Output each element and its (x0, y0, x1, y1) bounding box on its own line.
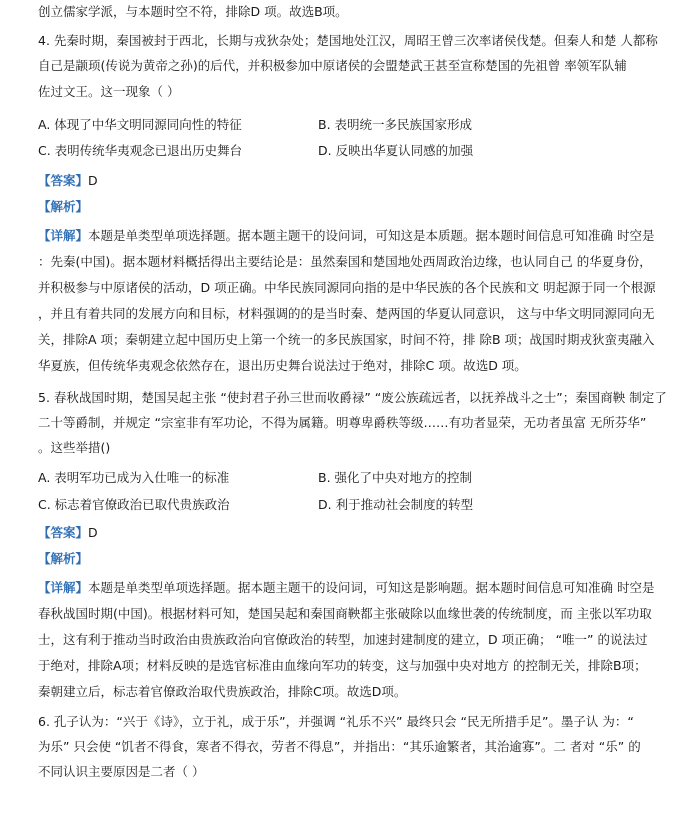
q4-stem-line-3: 佐过文王。这一现象（ ） (38, 84, 180, 99)
q4-option-b: B. 表明统一多民族国家形成 (318, 117, 473, 132)
q5-option-d: D. 利于推动社会制度的转型 (318, 497, 474, 512)
q4-option-d: D. 反映出华夏认同感的加强 (318, 143, 474, 158)
q4-detail-tag: 【详解】 (38, 228, 89, 243)
q4-answer-value: D (88, 173, 98, 188)
q4-stem-line-1: 4. 先秦时期，秦国被封于西北，长期与戎狄杂处；楚国地处江汉，周昭王曾三次率诸侯伐楚。但秦人和楚 人都称 (38, 33, 658, 48)
q4-option-a: A. 体现了中华文明同源同向性的特征 (38, 117, 242, 132)
q4-detail-line-3: 并积极参与中原诸侯的活动，D 项正确。中华民族同源同向指的是中华民族的各个民族和文 明起源于同一个根源 (38, 280, 656, 295)
q5-answer-value: D (88, 525, 98, 540)
q6-stem-line-2: 为乐” 只会使 “饥者不得食，寒者不得衣，劳者不得息”，并指出：“其乐逾繁者，其治逾寡”。二 者对 “乐” 的 (38, 739, 641, 754)
q4-option-c: C. 表明传统华夷观念已退出历史舞台 (38, 143, 243, 158)
q5-stem-line-3: 。这些举措() (38, 440, 111, 455)
q4-stem-line-2: 自己是颛顼(传说为黄帝之孙)的后代，并积极参加中原诸侯的会盟楚武王甚至宣称楚国的先祖曾 率领军队辅 (38, 58, 627, 73)
q5-detail-line-1: 【详解】本题是单类型单项选择题。据本题主题干的设问词，可知这是影响题。据本题时间信息可知准确 时空是 (38, 580, 655, 595)
q5-detail-line-5: 秦朝建立后，标志着官僚政治取代贵族政治，排除C项。故选D项。 (38, 684, 407, 699)
q5-option-c: C. 标志着官僚政治已取代贵族政治 (38, 497, 230, 512)
q5-answer-tag: 【答案】 (38, 525, 89, 540)
q5-detail-tag: 【详解】 (38, 580, 89, 595)
q4-analysis-tag: 【解析】 (38, 199, 89, 214)
q4-detail-line-4: ，并且有着共同的发展方向和目标，材料强调的的是当时秦、楚两国的华夏认同意识， 这与中华文明同源同向无 (38, 306, 655, 321)
intro-line: 创立儒家学派，与本题时空不符，排除D 项。故选B项。 (38, 4, 348, 19)
q5-detail-line-2: 春秋战国时期(中国)。根据材料可知，楚国吴起和秦国商鞅都主张破除以血缘世袭的传统制度，而 主张以军功取 (38, 606, 652, 621)
q5-stem-line-1: 5. 春秋战国时期，楚国吴起主张 “使封君子孙三世而收爵禄” “废公族疏远者，以抚养战斗之士”；秦国商鞅 制定了 (38, 390, 667, 405)
q5-detail-line-4: 于绝对，排除A项；材料反映的是选官标准由血缘向军功的转变，这与加强中央对地方 的控制无关，排除B项； (38, 658, 647, 673)
q6-stem-line-1: 6. 孔子认为：“兴于《诗》，立于礼，成于乐”，并强调 “礼乐不兴” 最终只会 “民无所措手足”。墨子认 为：“ (38, 714, 634, 729)
q4-detail-line-5: 关，排除A 项；秦朝建立起中国历史上第一个统一的多民族国家，时间不符，排 除B 项；战国时期戎狄蛮夷融入 (38, 332, 655, 347)
q5-option-a: A. 表明军功已成为入仕唯一的标准 (38, 470, 230, 485)
q5-analysis-tag: 【解析】 (38, 551, 89, 566)
q4-detail-line-1: 【详解】本题是单类型单项选择题。据本题主题干的设问词，可知这是本质题。据本题时间信息可知准确 时空是 (38, 228, 655, 243)
q6-stem-line-3: 不同认识主要原因是二者（ ） (38, 764, 205, 779)
q4-detail-line-6: 华夏族，但传统华夷观念依然存在，退出历史舞台说法过于绝对，排除C 项。故选D 项。 (38, 358, 527, 373)
q4-answer (38, 172, 98, 190)
q5-answer (38, 524, 98, 542)
q5-detail-line-3: 士，这有利于推动当时政治由贵族政治向官僚政治的转型，加速封建制度的建立，D 项正确； “唯一” 的说法过 (38, 632, 648, 647)
q4-answer-tag: 【答案】 (38, 173, 89, 188)
q5-option-b: B. 强化了中央对地方的控制 (318, 470, 473, 485)
q5-stem-line-2: 二十等爵制，并规定 “宗室非有军功论，不得为属籍。明尊卑爵秩等级……有功者显荣，无功者虽富 无所芬华” (38, 415, 647, 430)
q4-detail-line-2: ：先秦(中国)。据本题材料概括得出主要结论是：虽然秦国和楚国地处西周政治边缘，也认同自己 的华夏身份， (38, 254, 652, 269)
